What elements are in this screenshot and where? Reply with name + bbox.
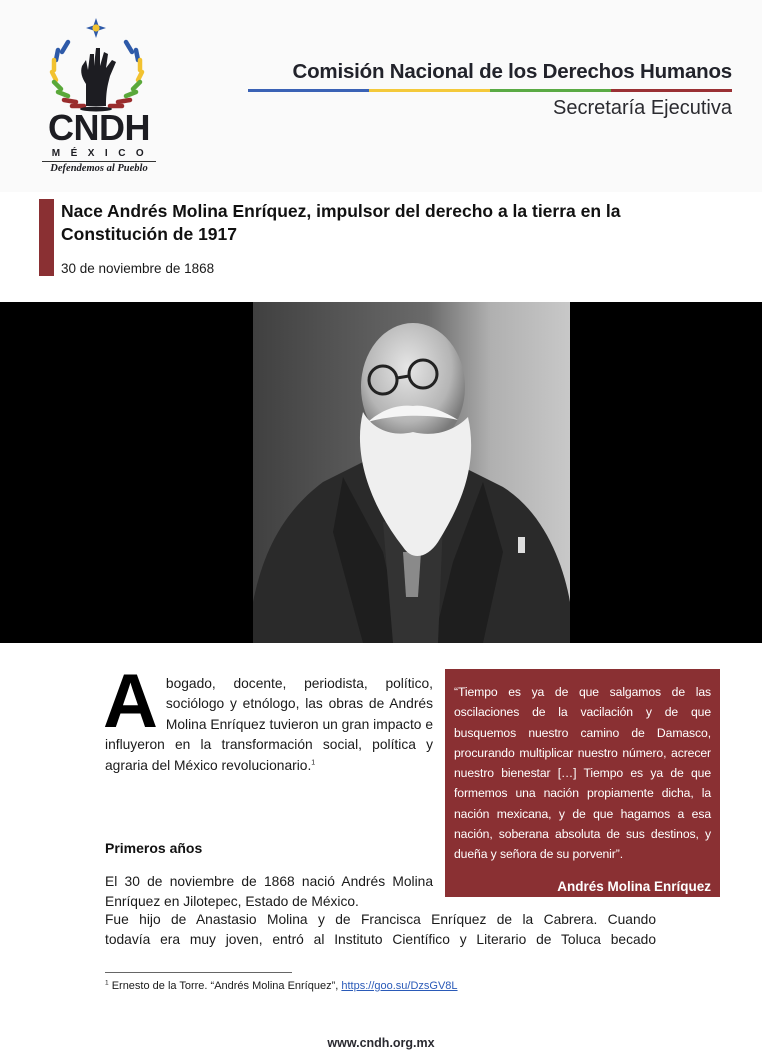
footer-url[interactable]: www.cndh.org.mx (327, 1036, 435, 1050)
logo-slogan: Defendemos al Pueblo (50, 163, 148, 174)
paragraph-line: todavía era muy joven, entró al Instituto Científico y Literario de Toluca becado (105, 932, 656, 948)
color-stripe (248, 89, 732, 92)
footnote (105, 980, 458, 992)
raised-hand-laurel-icon (36, 14, 160, 114)
stripe-red (611, 89, 732, 92)
quote-source: Los grandes problemas nacionales (524, 895, 711, 910)
article-title: Nace Andrés Molina Enríquez, impulsor del derecho a la tierra en la Constitución de 1917 (61, 201, 621, 244)
footnote-divider (105, 972, 292, 973)
footnote-number: 1 (105, 979, 109, 987)
logo-country: MÉXICO (51, 148, 155, 159)
quote-box (445, 669, 720, 910)
organization-name: Comisión Nacional de los Derechos Humanos (292, 60, 732, 83)
drop-cap: A (103, 659, 158, 744)
paragraph-line: Fue hijo de Anastasio Molina y de Francisca Enríquez de la Cabrera. Cuando (105, 912, 656, 927)
portrait-image (253, 302, 570, 643)
footnote-text: Ernesto de la Torre. “Andrés Molina Enríquez”, (111, 980, 342, 992)
title-accent-bar (39, 199, 54, 276)
footnote-ref[interactable]: 1 (311, 759, 316, 767)
stripe-blue (248, 89, 369, 92)
section-paragraph: El 30 de noviembre de 1868 nació Andrés Molina Enríquez en Jilotepec, Estado de México. (105, 874, 433, 910)
section-heading: Primeros años (105, 840, 203, 856)
portrait-photo (253, 302, 570, 643)
intro-text: bogado, docente, periodista, político, sociólogo y etnólogo, las obras de Andrés Molina Enríquez tuvieron un gran impacto e influyeron en la transformación social, política y agraria del México revolucionario. (105, 676, 433, 773)
photo-band (0, 302, 762, 643)
cndh-logo (36, 14, 160, 174)
organization-unit: Secretaría Ejecutiva (553, 97, 732, 119)
logo-divider (42, 161, 156, 162)
quote-author: Andrés Molina Enríquez (557, 878, 711, 894)
logo-acronym: CNDH (48, 107, 150, 148)
intro-paragraph (103, 659, 433, 776)
stripe-green (490, 89, 611, 92)
footnote-link[interactable]: https://goo.su/DzsGV8L (341, 980, 458, 992)
stripe-yellow (369, 89, 490, 92)
section-paragraph-continued (105, 910, 656, 951)
quote-text: “Tiempo es ya de que salgamos de las oscilaciones de la vacilación y de que busquemos nuestro camino de Damasco, procurando multiplicar nuestro número, acrecer nuestro bienestar […] Tiempo es ya de que formemos una nación propiamente dicha, la nación mexicana, y de que hagamos a esa nación, soberana absoluta de sus destinos, y dueña y señora de su porvenir”. (454, 685, 711, 862)
article-date: 30 de noviembre de 1868 (61, 261, 215, 276)
